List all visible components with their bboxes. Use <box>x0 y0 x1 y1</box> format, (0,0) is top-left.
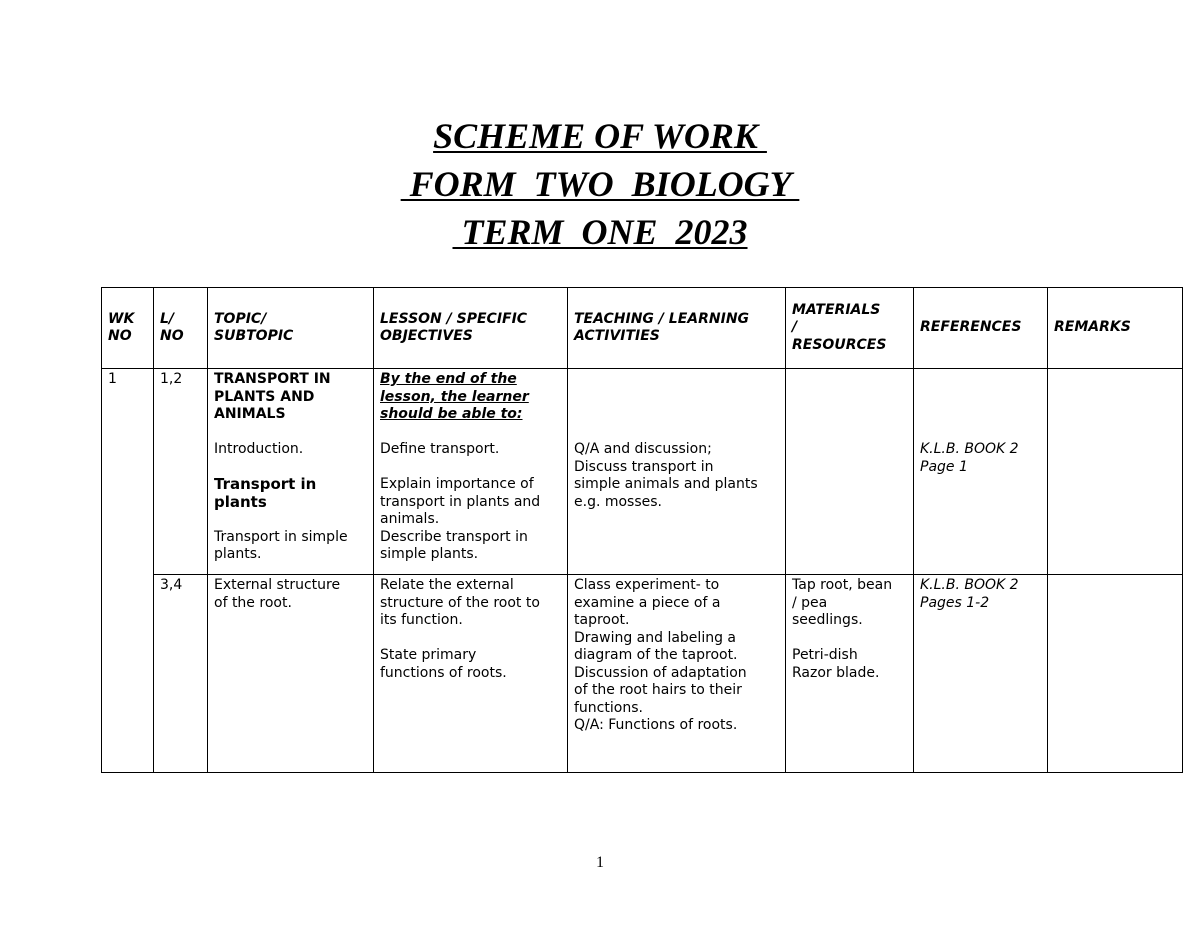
cell-objectives: Relate the external structure of the root to its function. State primary functions of roots. <box>374 575 568 773</box>
scheme-of-work-table <box>101 287 1183 773</box>
header-row <box>102 288 1183 369</box>
cell-remarks <box>1048 575 1183 773</box>
cell-activities: Q/A and discussion; Discuss transport in simple animals and plants e.g. mosses. <box>568 369 786 575</box>
header-materials: MATERIALS / RESOURCES <box>786 288 914 369</box>
header-references: REFERENCES <box>914 288 1048 369</box>
header-l-no: L/ NO <box>154 288 208 369</box>
table-row <box>102 369 1183 575</box>
header-remarks: REMARKS <box>1048 288 1183 369</box>
title-line-1: SCHEME OF WORK <box>433 116 767 156</box>
header-topic: TOPIC/ SUBTOPIC <box>208 288 374 369</box>
cell-references: K.L.B. BOOK 2 Pages 1-2 <box>914 575 1048 773</box>
cell-week: 1 <box>102 369 154 773</box>
cell-objectives: By the end of the lesson, the learner should be able to: Define transport. Explain importance of transport in plants and animals. Describe transport in simple plants. <box>374 369 568 575</box>
cell-lesson-no: 1,2 <box>154 369 208 575</box>
header-wk-no: WK NO <box>102 288 154 369</box>
cell-references: K.L.B. BOOK 2 Page 1 <box>914 369 1048 575</box>
header-objectives: LESSON / SPECIFIC OBJECTIVES <box>374 288 568 369</box>
cell-topic: TRANSPORT IN PLANTS AND ANIMALS Introduction. Transport in plants Transport in simple plants. <box>208 369 374 575</box>
table-row <box>102 575 1183 773</box>
document-title <box>0 112 1200 256</box>
title-line-2: FORM TWO BIOLOGY <box>400 164 800 204</box>
title-line-3: TERM ONE 2023 <box>452 212 748 252</box>
page-number: 1 <box>596 854 604 871</box>
header-activities: TEACHING / LEARNING ACTIVITIES <box>568 288 786 369</box>
cell-materials <box>786 369 914 575</box>
cell-materials: Tap root, bean / pea seedlings. Petri-dish Razor blade. <box>786 575 914 773</box>
cell-lesson-no: 3,4 <box>154 575 208 773</box>
cell-activities: Class experiment- to examine a piece of a taproot. Drawing and labeling a diagram of the taproot. Discussion of adaptation of the root hairs to their functions. Q/A: Functions of roots. <box>568 575 786 773</box>
cell-topic: External structure of the root. <box>208 575 374 773</box>
cell-remarks <box>1048 369 1183 575</box>
